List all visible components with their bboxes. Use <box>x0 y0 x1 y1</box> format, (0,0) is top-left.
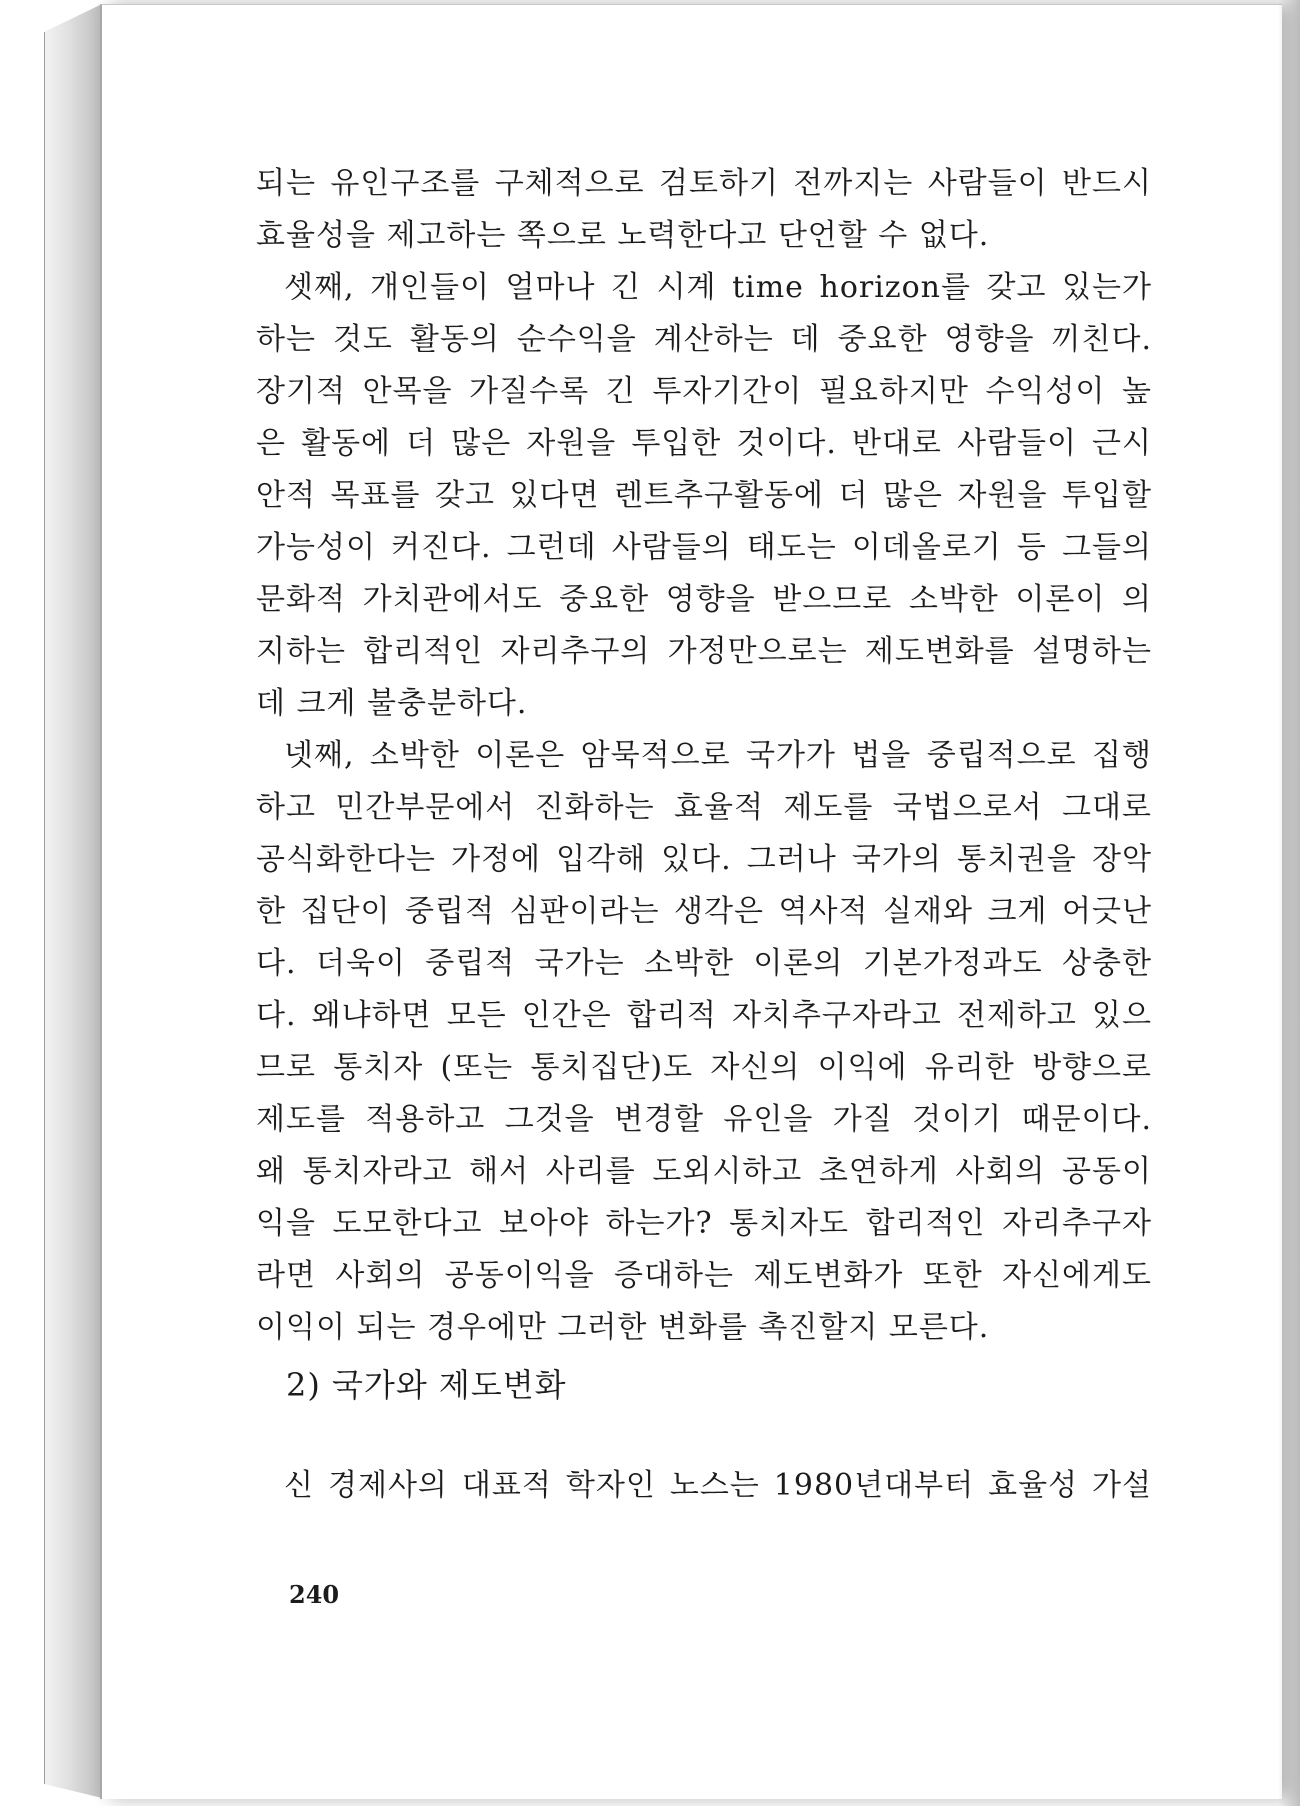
text-line: 넷째, 소박한 이론은 암묵적으로 국가가 법을 중립적으로 집행 <box>284 738 1152 773</box>
text-line: 하고 민간부문에서 진화하는 효율적 제도를 국법으로서 그대로 <box>256 790 1152 825</box>
text-line: 다. 왜냐하면 모든 인간은 합리적 자치추구자라고 전제하고 있으 <box>256 998 1152 1033</box>
text-line: 되는 유인구조를 구체적으로 검토하기 전까지는 사람들이 반드시 <box>256 166 1152 201</box>
text-line: 제도를 적용하고 그것을 변경할 유인을 가질 것이기 때문이다. <box>256 1102 1152 1137</box>
text-line: 왜 통치자라고 해서 사리를 도외시하고 초연하게 사회의 공동이 <box>256 1154 1152 1189</box>
text-line: 지하는 합리적인 자리추구의 가정만으로는 제도변화를 설명하는 <box>256 634 1152 669</box>
body-text <box>256 158 1152 1354</box>
text-line: 장기적 안목을 가질수록 긴 투자기간이 필요하지만 수익성이 높 <box>256 374 1152 409</box>
text-line: 신 경제사의 대표적 학자인 노스는 1980년대부터 효율성 가설 <box>284 1468 1152 1503</box>
post-heading-text <box>256 1460 1152 1512</box>
text-line: 라면 사회의 공동이익을 증대하는 제도변화가 또한 자신에게도 <box>256 1258 1152 1293</box>
text-line: 은 활동에 더 많은 자원을 투입한 것이다. 반대로 사람들이 근시 <box>256 426 1152 461</box>
text-line: 다. 더욱이 중립적 국가는 소박한 이론의 기본가정과도 상충한 <box>256 946 1152 981</box>
text-line: 익을 도모한다고 보아야 하는가? 통치자도 합리적인 자리추구자 <box>256 1206 1152 1241</box>
text-line: 하는 것도 활동의 순수익을 계산하는 데 중요한 영향을 끼친다. <box>256 322 1152 357</box>
text-line: 이익이 되는 경우에만 그러한 변화를 촉진할지 모른다. <box>256 1310 990 1345</box>
text-line: 안적 목표를 갖고 있다면 렌트추구활동에 더 많은 자원을 투입할 <box>256 478 1152 513</box>
text-line: 므로 통치자 (또는 통치집단)도 자신의 이익에 유리한 방향으로 <box>256 1050 1152 1085</box>
page-number: 240 <box>289 1580 340 1609</box>
page-right-shadow <box>1278 0 1300 1806</box>
text-line: 효율성을 제고하는 쪽으로 노력한다고 단언할 수 없다. <box>256 218 990 253</box>
text-line: 한 집단이 중립적 심판이라는 생각은 역사적 실재와 크게 어긋난 <box>256 894 1152 929</box>
text-line: 공식화한다는 가정에 입각해 있다. 그러나 국가의 통치권을 장악 <box>256 842 1152 877</box>
text-line: 가능성이 커진다. 그런데 사람들의 태도는 이데올로기 등 그들의 <box>256 530 1152 565</box>
text-line: 문화적 가치관에서도 중요한 영향을 받으므로 소박한 이론이 의 <box>256 582 1152 617</box>
text-line: 데 크게 불충분하다. <box>256 686 528 721</box>
book-edge-line <box>44 32 45 1784</box>
section-heading: 2) 국가와 제도변화 <box>286 1366 567 1404</box>
text-line: 셋째, 개인들이 얼마나 긴 시계 time horizon를 갖고 있는가 <box>284 270 1152 305</box>
book-edge <box>44 4 102 1798</box>
